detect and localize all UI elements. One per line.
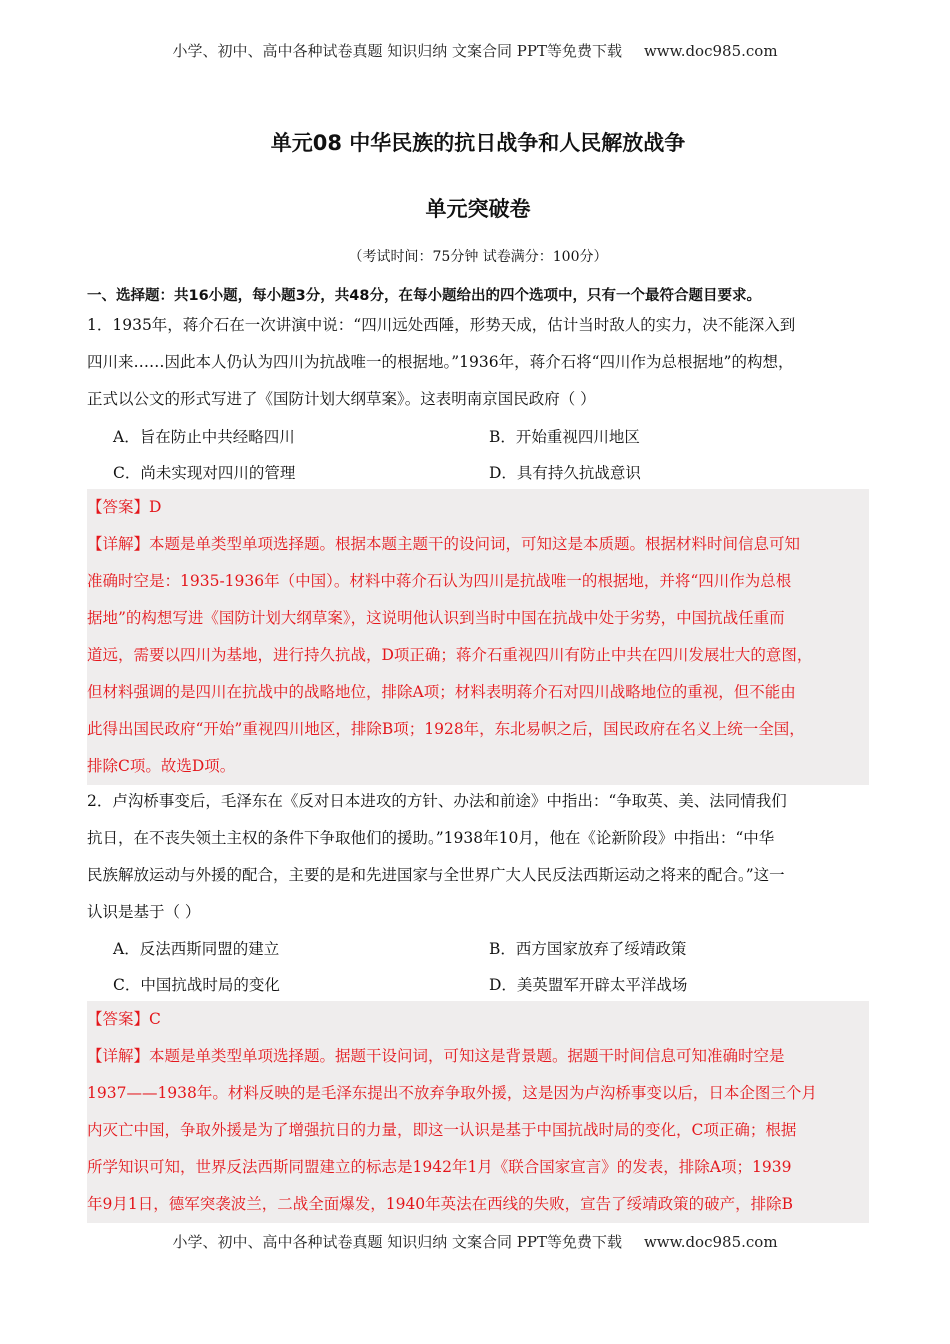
option-d: D．具有持久抗战意识 [489,464,641,482]
option-d: D．美英盟军开辟太平洋战场 [489,976,688,994]
paper-title: 单元突破卷 [425,197,531,221]
question-1-answer-block [87,489,869,785]
exam-meta: （考试时间：75分钟 试卷满分：100分） [348,249,608,265]
option-a: A．旨在防止中共经略四川 [113,428,295,446]
question-line: 2．卢沟桥事变后，毛泽东在《反对日本进攻的方针、办法和前途》中指出：“争取英、美、法同情我们 [87,792,787,810]
header-text: 小学、初中、高中各种试卷真题 知识归纳 文案合同 PPT等免费下载 [172,42,622,60]
explain-line: 据地”的构想写进《国防计划大纲草案》，这说明他认识到当时中国在抗战中处于劣势，中国抗战任重而 [87,609,785,627]
question-2-stem [87,783,869,931]
option-b: B．开始重视四川地区 [489,428,640,446]
question-line: 认识是基于（ ） [87,903,201,921]
footer-site-link[interactable]: www.doc985.com [643,1233,778,1251]
question-1-options [113,419,853,491]
option-c: C．中国抗战时局的变化 [113,976,280,994]
explain-line: 所学知识可知，世界反法西斯同盟建立的标志是1942年1月《联合国家宣言》的发表，排除A项；1939 [87,1158,792,1176]
explain-line: 年9月1日，德军突袭波兰，二战全面爆发，1940年英法在西线的失败，宣告了绥靖政策的破产，排除B [87,1195,794,1213]
question-line: 抗日，在不丧失领土主权的条件下争取他们的援助。”1938年10月，他在《论新阶段》中指出：“中华 [87,829,775,847]
question-2-answer-block [87,1001,869,1223]
explain-line: 此得出国民政府“开始”重视四川地区，排除B项；1928年，东北易帜之后，国民政府在名义上统一全国， [87,720,805,738]
unit-title: 单元08 中华民族的抗日战争和人民解放战争 [270,131,686,155]
option-c: C．尚未实现对四川的管理 [113,464,296,482]
question-line: 1．1935年，蒋介石在一次讲演中说：“四川远处西陲，形势天成，估计当时敌人的实力，决不能深入到 [87,316,796,334]
explain-line: 1937——1938年。材料反映的是毛泽东提出不放弃争取外援，这是因为卢沟桥事变以后，日本企图三个月 [87,1084,817,1102]
option-b: B．西方国家放弃了绥靖政策 [489,940,687,958]
question-line: 民族解放运动与外援的配合，主要的是和先进国家与全世界广大人民反法西斯运动之将来的配合。”这一 [87,866,785,884]
question-2-options [113,931,853,1003]
explain-line: 内灭亡中国，争取外援是为了增强抗日的力量，即这一认识是基于中国抗战时局的变化，C项正确；根据 [87,1121,797,1139]
question-line: 正式以公文的形式写进了《国防计划大纲草案》。这表明南京国民政府（ ） [87,390,596,408]
explain-line: 道远，需要以四川为基地，进行持久抗战，D项正确；蒋介石重视四川有防止中共在四川发展壮大的意图， [87,646,813,664]
explain-line: 准确时空是：1935-1936年（中国）。材料中蒋介石认为四川是抗战唯一的根据地，并将“四川作为总根 [87,572,792,590]
page-header [0,40,950,61]
header-site-link[interactable]: www.doc985.com [643,42,778,60]
explain-line: 【详解】本题是单类型单项选择题。根据本题主题干的设问词，可知这是本质题。根据材料时间信息可知 [87,535,801,553]
explain-line: 【详解】本题是单类型单项选择题。据题干设问词，可知这是背景题。据题干时间信息可知准确时空是 [87,1047,785,1065]
option-a: A．反法西斯同盟的建立 [113,940,280,958]
question-1-stem [87,307,869,418]
footer-text: 小学、初中、高中各种试卷真题 知识归纳 文案合同 PPT等免费下载 [172,1233,622,1251]
question-line: 四川来……因此本人仍认为四川为抗战唯一的根据地。”1936年，蒋介石将“四川作为总根据地”的构想， [87,353,794,371]
answer-line: 【答案】C [87,1010,161,1028]
page-footer [0,1231,950,1252]
section-heading: 一、选择题：共16小题，每小题3分，共48分，在每小题给出的四个选项中，只有一个最符合题目要求。 [87,288,761,304]
answer-line: 【答案】D [87,498,162,516]
explain-line: 但材料强调的是四川在抗战中的战略地位，排除A项；材料表明蒋介石对四川战略地位的重视，但不能由 [87,683,796,701]
explain-line: 排除C项。故选D项。 [87,757,236,775]
